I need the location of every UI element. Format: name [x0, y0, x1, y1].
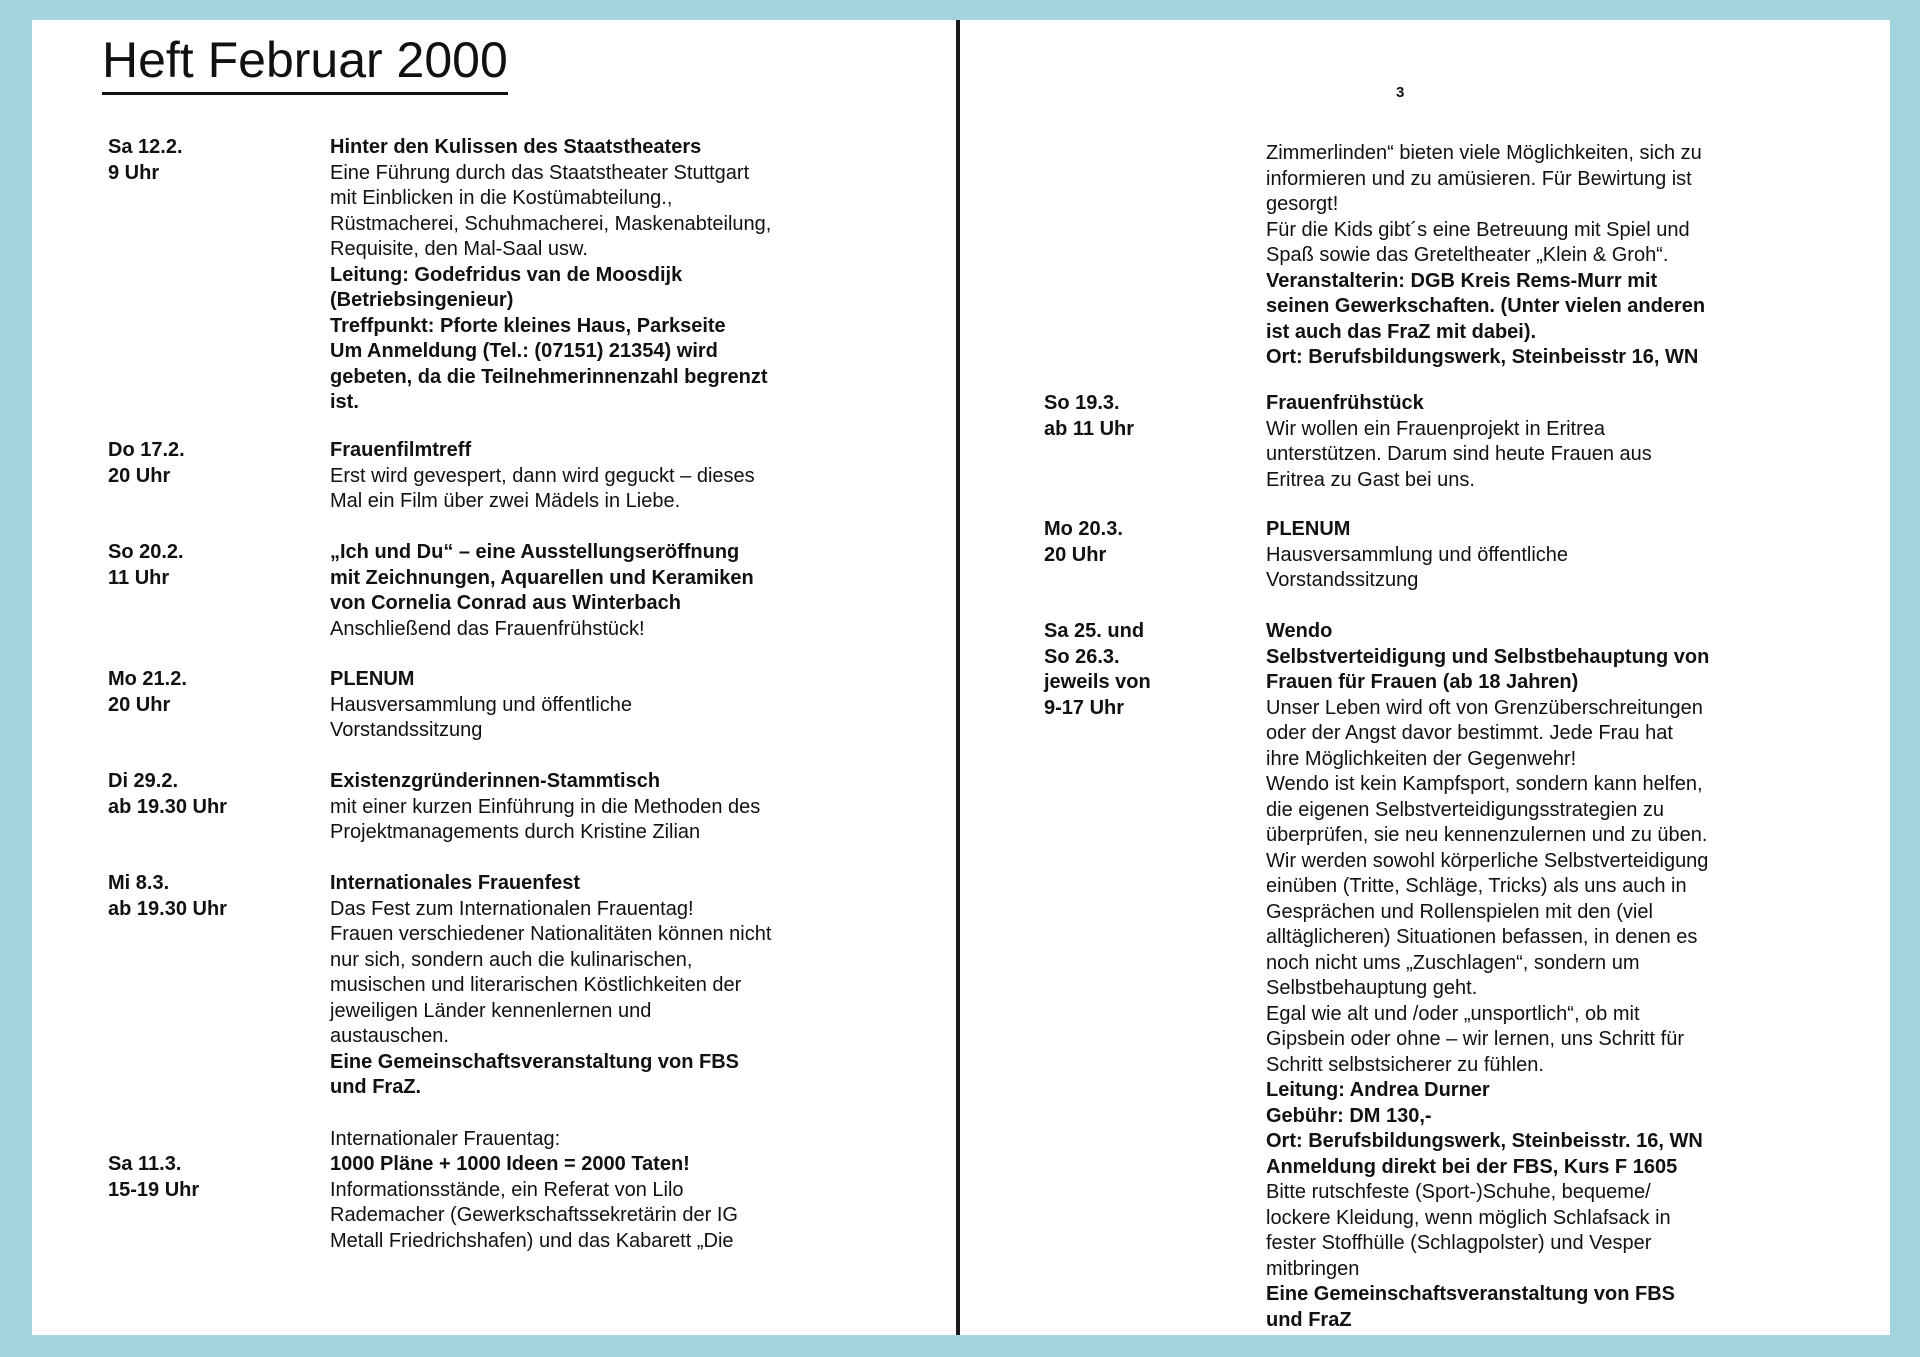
page-number: 3 — [1396, 84, 1405, 101]
event-date — [108, 135, 328, 186]
event-text-line: Internationales Frauenfest — [330, 872, 581, 894]
event-description — [1266, 517, 1786, 594]
event-text-line: Um Anmeldung (Tel.: (07151) 21354) wird — [330, 340, 718, 362]
event-date-line: ab 19.30 Uhr — [108, 795, 227, 818]
event-date — [108, 667, 328, 718]
event-text-line: mit Einblicken in die Kostümabteilung., — [330, 187, 673, 209]
event-text-line: Gebühr: DM 130,- — [1266, 1104, 1432, 1127]
event-date-line: ab 19.30 Uhr — [108, 897, 227, 920]
event-text-line: Requisite, den Mal-Saal usw. — [330, 238, 588, 260]
event-text-line: Egal wie alt und /oder „unsportlich“, ob mit — [1266, 1002, 1640, 1025]
event-text-line: die eigenen Selbstverteidigungsstrategien zu — [1266, 798, 1665, 821]
event-date — [1044, 391, 1264, 442]
event-date-line: 20 Uhr — [108, 464, 171, 487]
event-text-line: lockere Kleidung, wenn möglich Schlafsack in — [1266, 1206, 1671, 1229]
event-text-line: Hausversammlung und öffentliche — [1266, 543, 1569, 566]
event-text-line: Frauenfrühstück — [1266, 392, 1424, 414]
event-date-line: Mo 21.2. — [108, 668, 187, 690]
event-text-line: Wendo ist kein Kampfsport, sondern kann helfen, — [1266, 773, 1703, 795]
event-text-line: Rademacher (Gewerkschaftssekretärin der IG — [330, 1204, 738, 1226]
event-text-line: Unser Leben wird oft von Grenzüberschreitungen — [1266, 696, 1703, 719]
event-date-line: 11 Uhr — [108, 566, 170, 589]
event-text-line: Spaß sowie das Greteltheater „Klein & Groh“. — [1266, 244, 1669, 266]
event-date-line: Di 29.2. — [108, 770, 179, 792]
event-text-line: Informationsstände, ein Referat von Lilo — [330, 1178, 684, 1201]
event-text-line: Internationaler Frauentag: — [330, 1128, 561, 1150]
event-date-line: 9-17 Uhr — [1044, 696, 1125, 719]
event-text-line: Ort: Berufsbildungswerk, Steinbeisstr 16, WN — [1266, 346, 1699, 368]
event-date-line: Sa 11.3. — [108, 1153, 182, 1175]
event-text-line: einüben (Tritte, Schläge, Tricks) als uns auch in — [1266, 875, 1687, 897]
event-text-line: Anmeldung direkt bei der FBS, Kurs F 1605 — [1266, 1155, 1678, 1178]
event-description — [330, 871, 850, 1101]
event-text-line: Rüstmacherei, Schuhmacherei, Maskenabteilung, — [330, 212, 772, 235]
event-text-line: Das Fest zum Internationalen Frauentag! — [330, 897, 694, 920]
event-date — [108, 540, 328, 591]
event-text-line: jeweiligen Länder kennenlernen und — [330, 999, 652, 1022]
event-date-line: jeweils von — [1044, 671, 1151, 693]
event-text-line: seinen Gewerkschaften. (Unter vielen anderen — [1266, 295, 1706, 317]
event-date — [1044, 517, 1264, 568]
event-text-line: Selbstbehauptung geht. — [1266, 977, 1478, 999]
event-text-line: ist auch das FraZ mit dabei). — [1266, 320, 1537, 343]
event-date-line: So 19.3. — [1044, 392, 1120, 414]
event-description — [1266, 391, 1786, 493]
event-description — [330, 540, 850, 642]
event-text-line: Gipsbein oder ohne – wir lernen, uns Schritt für — [1266, 1028, 1684, 1050]
event-text-line: Leitung: Godefridus van de Moosdijk — [330, 263, 683, 286]
event-date — [1044, 619, 1264, 721]
event-description — [330, 1152, 850, 1254]
event-date-line: Sa 25. und — [1044, 620, 1145, 642]
event-text-line: Gesprächen und Rollenspielen mit den (viel — [1266, 900, 1653, 923]
event-text-line: mitbringen — [1266, 1257, 1360, 1280]
event-text-line: Metall Friedrichshafen) und das Kabarett „Die — [330, 1229, 734, 1252]
event-description — [1266, 141, 1786, 371]
event-text-line: Für die Kids gibt´s eine Betreuung mit Spiel und — [1266, 218, 1690, 241]
column-divider — [956, 20, 960, 1335]
event-description — [330, 438, 850, 515]
event-text-line: Vorstandssitzung — [1266, 569, 1419, 591]
event-text-line: überprüfen, sie neu kennenzulernen und zu üben. — [1266, 824, 1708, 846]
event-text-line: Frauen verschiedener Nationalitäten können nicht — [330, 923, 772, 945]
event-date-line: 15-19 Uhr — [108, 1178, 200, 1201]
event-date-line: Do 17.2. — [108, 439, 185, 461]
event-date-line: So 26.3. — [1044, 645, 1120, 668]
event-text-line: austauschen. — [330, 1025, 449, 1047]
event-text-line: nur sich, sondern auch die kulinarischen, — [330, 948, 693, 971]
event-date — [108, 871, 328, 922]
event-description — [330, 769, 850, 846]
event-date-line: Mo 20.3. — [1044, 518, 1123, 540]
event-text-line: Selbstverteidigung und Selbstbehauptung von — [1266, 645, 1710, 668]
event-date-line: 20 Uhr — [108, 693, 171, 716]
event-text-line: gebeten, da die Teilnehmerinnenzahl begrenzt — [330, 365, 768, 388]
event-text-line: mit Zeichnungen, Aquarellen und Keramiken — [330, 566, 754, 589]
event-text-line: Bitte rutschfeste (Sport-)Schuhe, bequeme/ — [1266, 1181, 1651, 1203]
event-description — [330, 667, 850, 744]
event-text-line: PLENUM — [1266, 518, 1351, 540]
event-text-line: Hinter den Kulissen des Staatstheaters — [330, 136, 702, 158]
event-text-line: 1000 Pläne + 1000 Ideen = 2000 Taten! — [330, 1153, 690, 1175]
event-text-line: „Ich und Du“ – eine Ausstellungseröffnung — [330, 541, 740, 563]
event-text-line: Frauenfilmtreff — [330, 439, 472, 461]
event-text-line: und FraZ. — [330, 1076, 422, 1098]
event-date — [108, 769, 328, 820]
event-date-line: Mi 8.3. — [108, 872, 170, 894]
event-text-line: fester Stoffhülle (Schlagpolster) und Vesper — [1266, 1232, 1652, 1254]
event-text-line: Eine Gemeinschaftsveranstaltung von FBS — [330, 1050, 739, 1073]
event-text-line: informieren und zu amüsieren. Für Bewirtung ist — [1266, 167, 1692, 190]
event-text-line: Erst wird gevespert, dann wird geguckt – dieses — [330, 464, 755, 487]
event-text-line: Vorstandssitzung — [330, 719, 483, 741]
event-text-line: Anschließend das Frauenfrühstück! — [330, 617, 645, 640]
event-text-line: Frauen für Frauen (ab 18 Jahren) — [1266, 671, 1579, 693]
event-date-line: Sa 12.2. — [108, 136, 183, 158]
event-text-line: PLENUM — [330, 668, 415, 690]
event-text-line: alltäglicheren) Situationen befassen, in denen es — [1266, 926, 1698, 948]
document-page — [32, 20, 1890, 1335]
event-text-line: Hausversammlung und öffentliche — [330, 693, 633, 716]
event-date — [108, 438, 328, 489]
event-text-line: gesorgt! — [1266, 193, 1339, 215]
event-text-line: Eritrea zu Gast bei uns. — [1266, 468, 1475, 491]
event-text-line: Zimmerlinden“ bieten viele Möglichkeiten, sich zu — [1266, 142, 1702, 164]
event-text-line: Wir wollen ein Frauenprojekt in Eritrea — [1266, 417, 1606, 440]
event-text-line: unterstützen. Darum sind heute Frauen aus — [1266, 443, 1652, 465]
event-text-line: Ort: Berufsbildungswerk, Steinbeisstr. 16, WN — [1266, 1130, 1703, 1152]
event-text-line: Treffpunkt: Pforte kleines Haus, Parkseite — [330, 314, 726, 337]
event-text-line: musischen und literarischen Köstlichkeiten der — [330, 974, 742, 996]
event-text-line: ihre Möglichkeiten der Gegenwehr! — [1266, 747, 1577, 770]
event-description — [1266, 619, 1786, 1333]
event-date-line: ab 11 Uhr — [1044, 417, 1135, 440]
event-text-line: Eine Führung durch das Staatstheater Stuttgart — [330, 161, 750, 184]
event-description — [330, 135, 850, 416]
event-date-line: So 20.2. — [108, 541, 184, 563]
event-text-line: Schritt selbstsicherer zu fühlen. — [1266, 1053, 1544, 1076]
document-title: Heft Februar 2000 — [102, 30, 508, 95]
event-text-line: und FraZ — [1266, 1308, 1352, 1331]
event-text-line: Existenzgründerinnen-Stammtisch — [330, 770, 661, 792]
event-text-line: Wir werden sowohl körperliche Selbstverteidigung — [1266, 849, 1709, 872]
event-text-line: Wendo — [1266, 620, 1333, 642]
event-text-line: Leitung: Andrea Durner — [1266, 1079, 1490, 1101]
event-text-line: noch nicht ums „Zuschlagen“, sondern um — [1266, 951, 1640, 974]
event-text-line: ist. — [330, 391, 359, 413]
event-text-line: Mal ein Film über zwei Mädels in Liebe. — [330, 490, 681, 512]
event-text-line: oder der Angst davor bestimmt. Jede Frau hat — [1266, 722, 1673, 744]
event-text-line: Veranstalterin: DGB Kreis Rems-Murr mit — [1266, 269, 1658, 292]
event-description — [330, 1127, 850, 1153]
event-text-line: (Betriebsingenieur) — [330, 289, 514, 311]
event-date-line: 9 Uhr — [108, 161, 160, 184]
event-text-line: Projektmanagements durch Kristine Zilian — [330, 821, 701, 843]
event-date — [108, 1152, 328, 1203]
event-text-line: mit einer kurzen Einführung in die Methoden des — [330, 795, 761, 818]
event-date-line: 20 Uhr — [1044, 543, 1107, 566]
event-text-line: Eine Gemeinschaftsveranstaltung von FBS — [1266, 1283, 1675, 1305]
event-text-line: von Cornelia Conrad aus Winterbach — [330, 592, 681, 614]
